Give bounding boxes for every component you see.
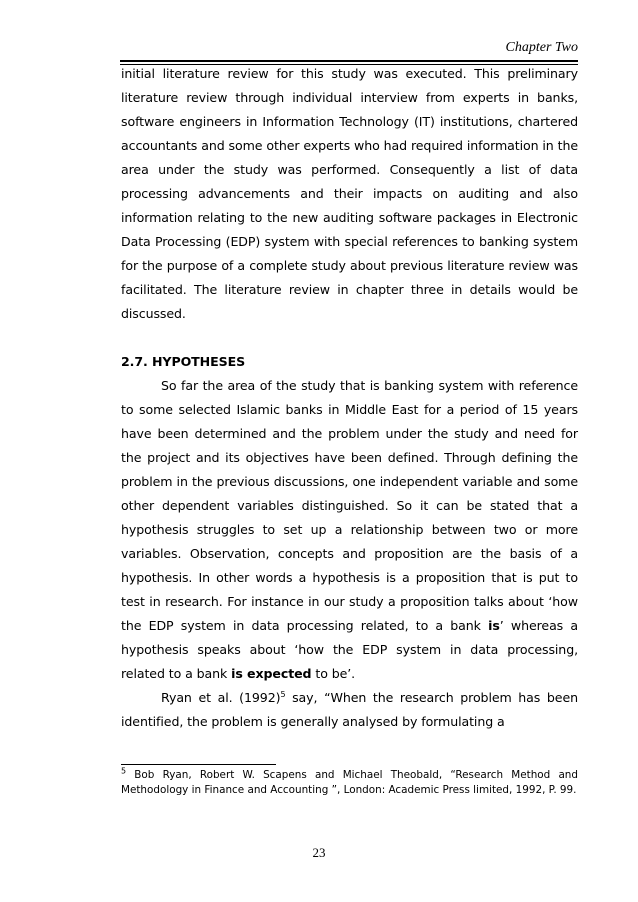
footnote-separator bbox=[121, 764, 276, 765]
chapter-title: Chapter Two bbox=[505, 40, 578, 55]
paragraph-hypotheses bbox=[121, 374, 578, 686]
bold-is-expected: is expected bbox=[231, 666, 312, 681]
paragraph-ryan-part-2: say, “When the research problem has been identified, the problem is generally analysed by formulating a bbox=[121, 690, 578, 729]
body-text bbox=[121, 62, 578, 734]
paragraph-literature-review: initial literature review for this study was executed. This preliminary literature review through individual interview from experts in banks, software engineers in Information Technology (IT) institutions, chartered accountants and some other experts who had required information in the area under the study was performed. Consequently a list of data processing advancements and their impacts on auditing and also information relating to the new auditing software packages in Electronic Data Processing (EDP) system with special references to banking system for the purpose of a complete study about previous literature review was facilitated. The literature review in chapter three in details would be discussed. bbox=[121, 66, 578, 321]
paragraph-hypotheses-part-3: to be’. bbox=[311, 666, 356, 681]
footnote-number: 5 bbox=[121, 766, 127, 776]
section-heading-hypotheses: 2.7. HYPOTHESES bbox=[121, 354, 246, 369]
footnote-text: Bob Ryan, Robert W. Scapens and Michael Theobald, “Research Method and Methodology in Finance and Accounting ”, London: Academic Press limited, 1992, P. 99. bbox=[121, 769, 578, 796]
footnote bbox=[121, 768, 578, 798]
page-header bbox=[120, 40, 578, 60]
paragraph-ryan bbox=[121, 686, 578, 734]
footnote-ref-5: 5 bbox=[280, 689, 286, 699]
paragraph-hypotheses-part-2: ’ whereas a hypothesis speaks about ‘how the EDP system in data processing, related to a bank bbox=[121, 618, 578, 681]
paragraph-hypotheses-part-1: So far the area of the study that is banking system with reference to some selected Islamic banks in Middle East for a period of 15 years have been determined and the problem under the study and need for the project and its objectives have been defined. Through defining the problem in the previous discussions, one independent variable and some other dependent variables distinguished. So it can be stated that a hypothesis struggles to set up a relationship between two or more variables. Observation, concepts and proposition are the basis of a hypothesis. In other words a hypothesis is a proposition that is put to test in research. For instance in our study a proposition talks about ‘how the EDP system in data processing related, to a bank bbox=[121, 378, 578, 633]
bold-is: is bbox=[488, 618, 500, 633]
paragraph-ryan-part-1: Ryan et al. (1992) bbox=[161, 690, 281, 705]
page-number: 23 bbox=[312, 845, 326, 860]
